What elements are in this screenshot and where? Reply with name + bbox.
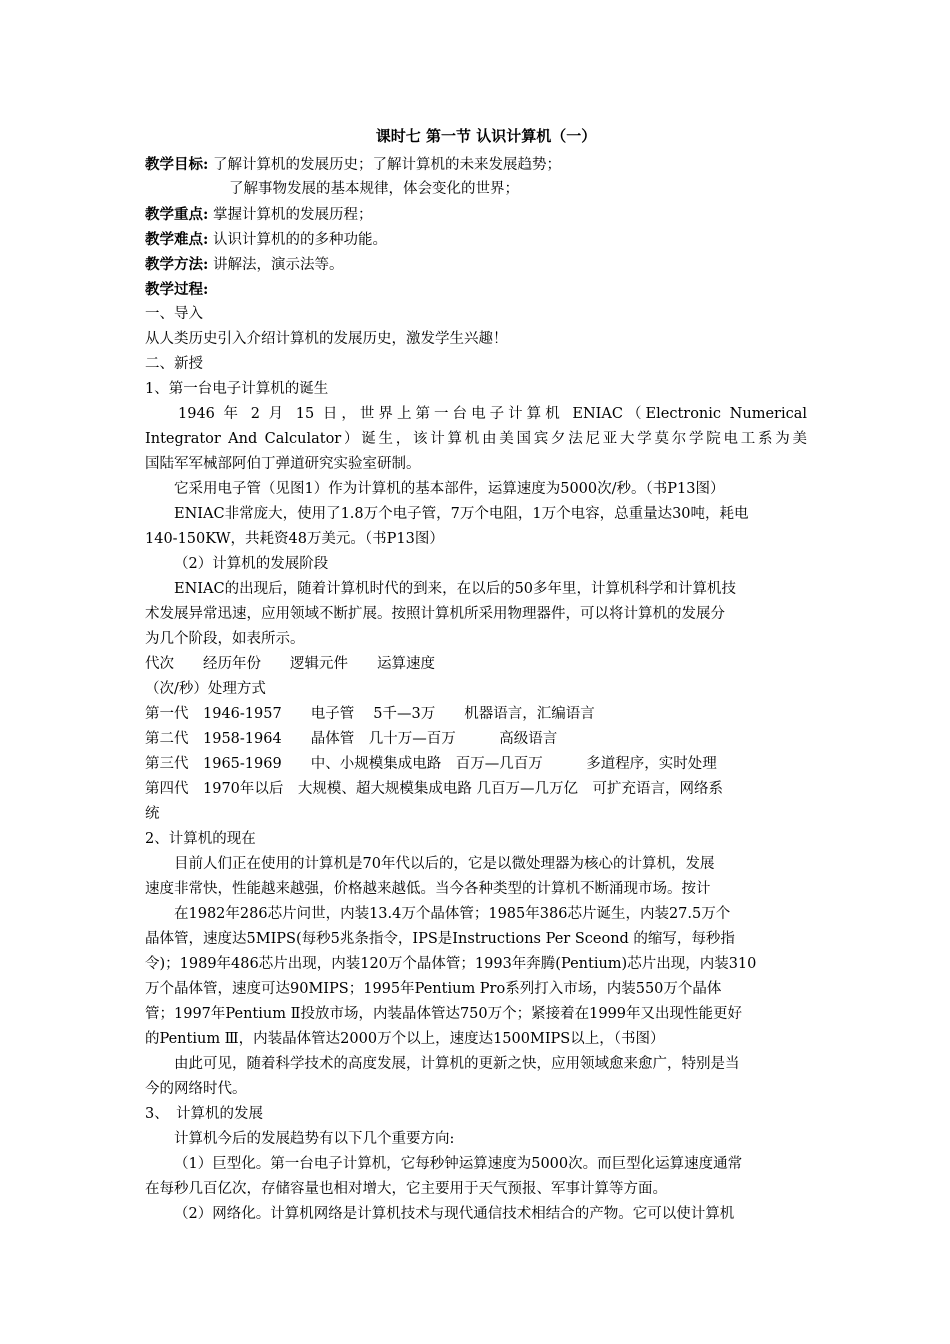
paragraph-line: 在每秒几百亿次，存储容量也相对增大，它主要用于天气预报、军事计算等方面。: [145, 1181, 667, 1197]
paragraph-line: 1946 年 2 月 15 日，世界上第一台电子计算机 ENIAC（Electronic Numerical: [178, 406, 807, 422]
method-text: 讲解法，演示法等。: [212, 257, 344, 273]
table-row: 第一代 1946-1957 电子管 5千—3万 机器语言，汇编语言: [145, 706, 595, 722]
method-row: [145, 252, 807, 277]
table-row: 第三代 1965-1969 中、小规模集成电路 百万—几百万 多道程序，实时处理: [145, 756, 717, 772]
paragraph-line: 今的网络时代。: [145, 1081, 247, 1097]
paragraph-line: 它采用电子管（见图1）作为计算机的基本部件，运算速度为5000次/秒。（书P13图）: [174, 481, 725, 497]
paragraph-line: ENIAC的出现后，随着计算机时代的到来，在以后的50多年里，计算机科学和计算机技: [174, 581, 737, 597]
paragraph-line: ENIAC非常庞大，使用了1.8万个电子管，7万个电阻，1万个电容，总重量达30吨，耗电: [174, 506, 749, 522]
objectives-row: [145, 152, 807, 177]
paragraph-line: 计算机今后的发展趋势有以下几个重要方向:: [174, 1131, 455, 1147]
subheading-computer-development: 3、 计算机的发展: [145, 1106, 263, 1122]
paragraph-line: 在1982年286芯片问世，内装13.4万个晶体管；1985年386芯片诞生，内装27.5万个: [174, 906, 731, 922]
method-label: 教学方法:: [145, 256, 209, 273]
subheading-development-stages: （2）计算机的发展阶段: [174, 556, 329, 572]
paragraph-line: 术发展异常迅速，应用领域不断扩展。按照计算机所采用物理器件，可以将计算机的发展分: [145, 606, 725, 622]
paragraph-line: 的Pentium Ⅲ，内装晶体管达2000万个以上，速度达1500MIPS以上，（书图）: [145, 1031, 665, 1047]
key-row: [145, 202, 807, 227]
paragraph-line: 140-150KW，共耗资48万美元。（书P13图）: [145, 531, 444, 547]
section-heading-new: 二、新授: [145, 356, 203, 372]
process-label: 教学过程:: [145, 281, 209, 298]
paragraph-line: 速度非常快，性能越来越强，价格越来越低。当今各种类型的计算机不断涌现市场。按计: [145, 881, 711, 897]
table-header: （次/秒）处理方式: [145, 681, 266, 697]
paragraph-line: （2）网络化。计算机网络是计算机技术与现代通信技术相结合的产物。它可以使计算机: [174, 1206, 735, 1222]
intro-text: 从人类历史引入介绍计算机的发展历史，激发学生兴趣！: [145, 331, 508, 347]
document-page: [145, 120, 807, 1227]
key-label: 教学重点:: [145, 206, 209, 223]
page-title: 课时七 第一节 认识计算机（一）: [375, 127, 597, 145]
paragraph-line: （1）巨型化。第一台电子计算机，它每秒钟运算速度为5000次。而巨型化运算速度通常: [174, 1156, 743, 1172]
table-row: 统: [145, 806, 160, 822]
paragraph-line: 为几个阶段，如表所示。: [145, 631, 305, 647]
subheading-first-computer: 1、第一台电子计算机的诞生: [145, 381, 329, 397]
paragraph-line: 管；1997年Pentium Ⅱ投放市场，内装晶体管达750万个；紧接着在1999年又出现性能更好: [145, 1006, 743, 1022]
difficulty-text: 认识计算机的的多种功能。: [212, 232, 387, 248]
key-text: 掌握计算机的发展历程；: [212, 207, 373, 223]
paragraph-line: 国陆军军械部阿伯丁弹道研究实验室研制。: [145, 456, 421, 472]
difficulty-row: [145, 227, 807, 252]
subheading-computer-now: 2、计算机的现在: [145, 831, 256, 847]
section-heading-intro: 一、导入: [145, 306, 203, 322]
table-row: 第四代 1970年以后 大规模、超大规模集成电路 几百万—几万亿 可扩充语言，网络系: [145, 781, 724, 797]
paragraph-line: Integrator And Calculator）诞生，该计算机由美国宾夕法尼亚大学莫尔学院电工系为美: [145, 431, 807, 447]
paragraph-line: 令)；1989年486芯片出现，内装120万个晶体管；1993年奔腾(Pentium)芯片出现，内装310: [145, 956, 757, 972]
objectives-text-1: 了解计算机的发展历史；了解计算机的未来发展趋势；: [212, 157, 561, 173]
table-row: 第二代 1958-1964 晶体管 几十万—百万 高级语言: [145, 731, 558, 747]
paragraph-line: 由此可见，随着科学技术的高度发展，计算机的更新之快，应用领域愈来愈广，特别是当: [174, 1056, 740, 1072]
paragraph-line: 目前人们正在使用的计算机是70年代以后的，它是以微处理器为核心的计算机，发展: [174, 856, 715, 872]
paragraph-line: 晶体管，速度达5MIPS(每秒5兆条指令，IPS是Instructions Per Sceond 的缩写，每秒指: [145, 931, 735, 947]
difficulty-label: 教学难点:: [145, 231, 209, 248]
objectives-text-2: 了解事物发展的基本规律，体会变化的世界；: [229, 181, 519, 197]
table-header: 代次 经历年份 逻辑元件 运算速度: [145, 656, 435, 672]
paragraph-line: 万个晶体管，速度可达90MIPS；1995年Pentium Pro系列打入市场，内装550万个晶体: [145, 981, 722, 997]
objectives-label: 教学目标:: [145, 156, 209, 173]
